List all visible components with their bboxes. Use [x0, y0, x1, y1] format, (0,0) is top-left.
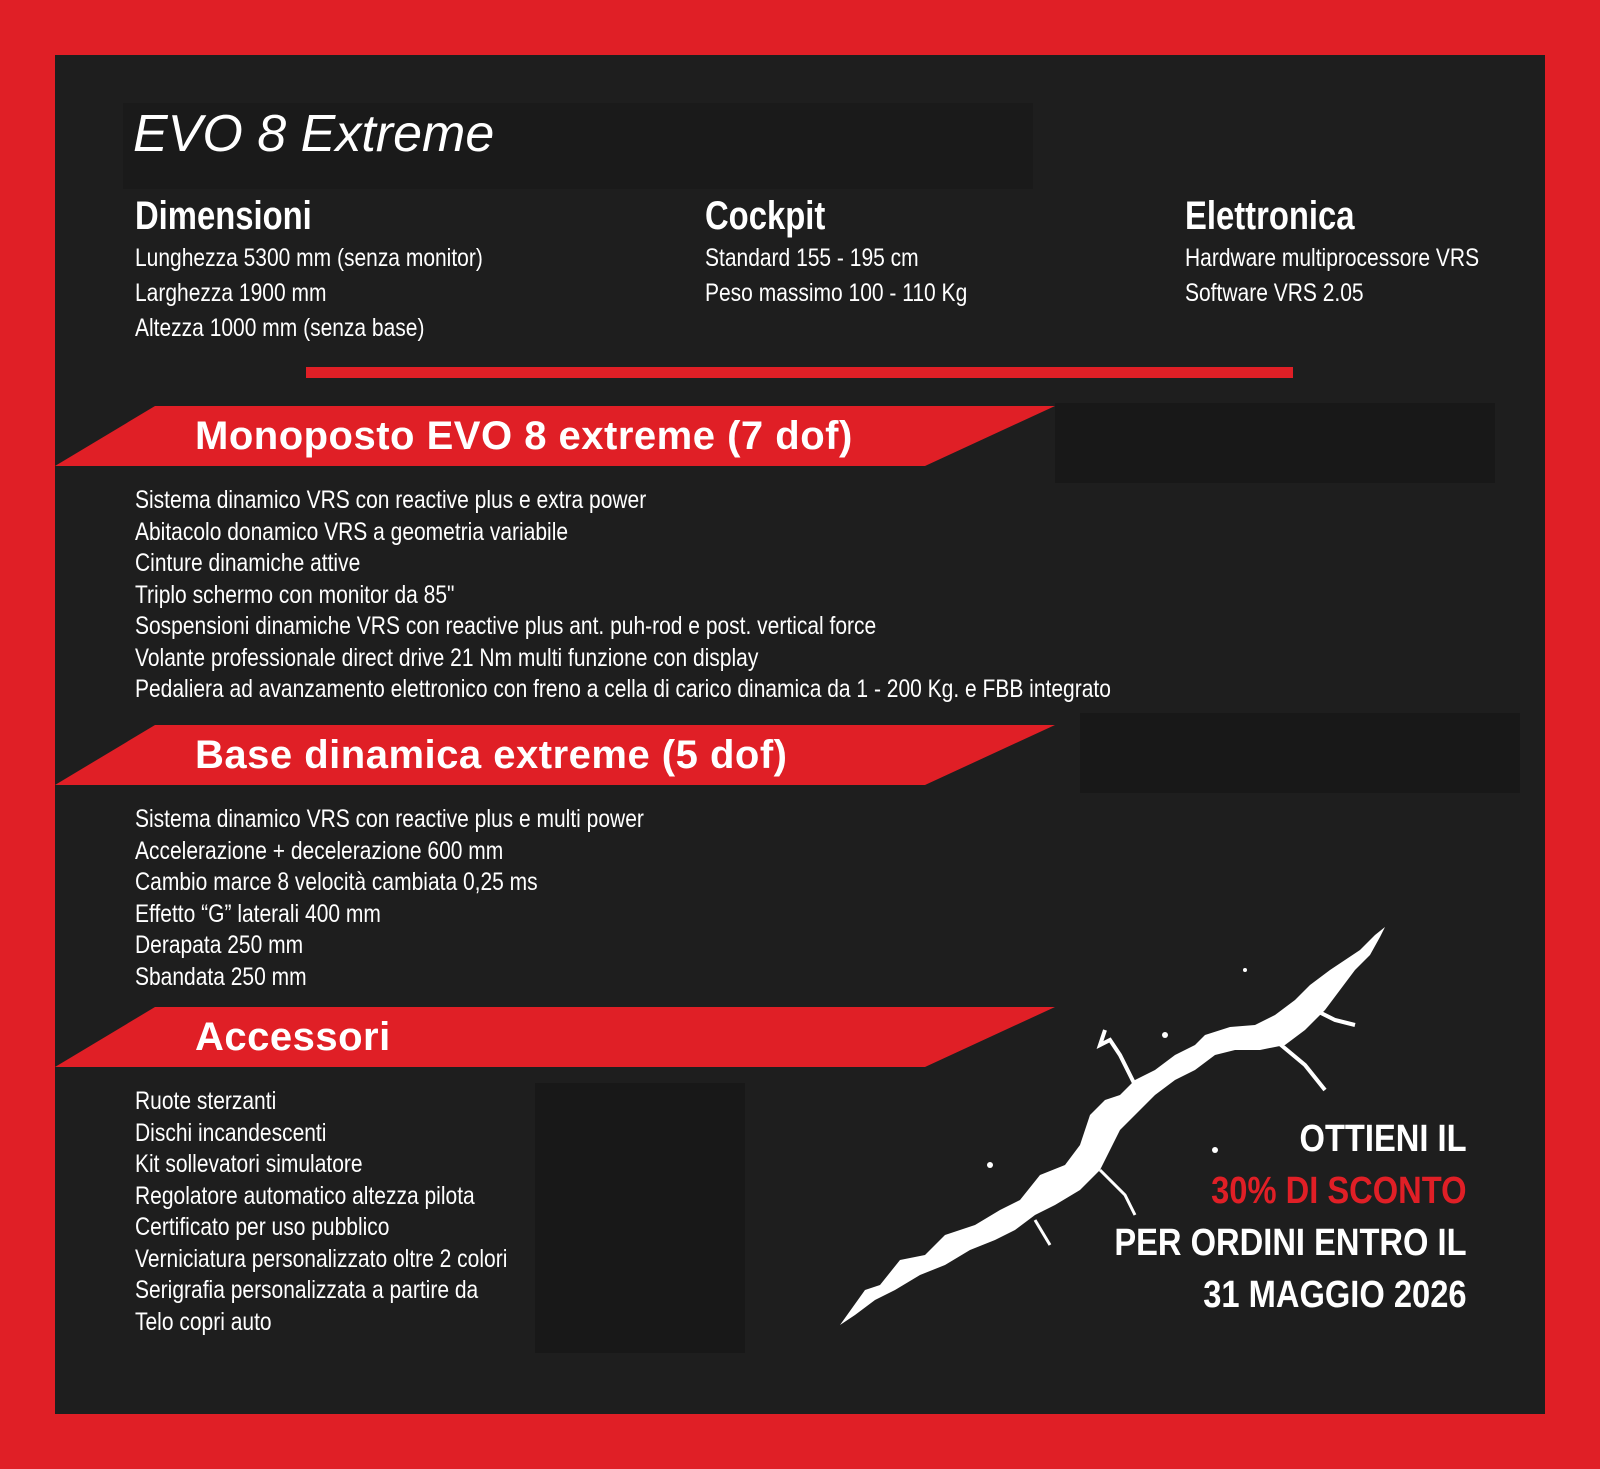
red-divider: [306, 367, 1293, 378]
spec-dimensioni: [135, 191, 549, 346]
list-item: Cambio marce 8 velocità cambiata 0,25 ms: [135, 868, 538, 896]
list-item: Telo copri auto: [135, 1307, 272, 1336]
list-item: Sistema dinamico VRS con reactive plus e extra power: [135, 486, 647, 514]
spec-heading: Dimensioni: [135, 194, 312, 238]
section-list-base: [135, 804, 741, 993]
promo-date: 31 MAGGIO 2026: [1203, 1274, 1467, 1316]
promo-line: OTTIENI IL: [1299, 1118, 1467, 1160]
spec-line: Larghezza 1900 mm: [135, 279, 327, 307]
promo-block: [1057, 1113, 1467, 1321]
list-item: Derapata 250 mm: [135, 931, 304, 959]
band-shadow: [1055, 403, 1495, 483]
list-item: Dischi incandescenti: [135, 1118, 327, 1147]
list-item: Sospensioni dinamiche VRS con reactive plus ant. puh-rod e post. vertical force: [135, 612, 877, 640]
section-list-accessori: [135, 1086, 578, 1338]
spec-cockpit: [705, 191, 1017, 311]
list-item: Abitacolo donamico VRS a geometria variabile: [135, 517, 569, 546]
spec-line: Software VRS 2.05: [1185, 279, 1364, 307]
list-item: Sistema dinamico VRS con reactive plus e multi power: [135, 805, 644, 833]
spec-line: Standard 155 - 195 cm: [705, 244, 919, 272]
list-item: Cinture dinamiche attive: [135, 549, 361, 577]
band-shadow: [1080, 713, 1520, 793]
section-list-monoposto: [135, 485, 1297, 706]
section-title: Base dinamica extreme (5 dof): [195, 733, 788, 777]
list-item: Triplo schermo con monitor da 85": [135, 580, 455, 609]
list-item: Effetto “G” laterali 400 mm: [135, 899, 381, 928]
list-item: Accelerazione + decelerazione 600 mm: [135, 836, 504, 865]
spec-heading: Elettronica: [1185, 194, 1355, 238]
page-title: EVO 8 Extreme: [133, 105, 495, 163]
list-item: Regolatore automatico altezza pilota: [135, 1181, 475, 1210]
list-item: Pedaliera ad avanzamento elettronico con freno a cella di carico dinamica da 1 - 200 Kg. e FBB integrato: [135, 675, 1111, 703]
list-item: Sbandata 250 mm: [135, 962, 307, 991]
spec-line: Lunghezza 5300 mm (senza monitor): [135, 244, 483, 272]
spec-line: Hardware multiprocessore VRS: [1185, 244, 1480, 272]
list-item: Certificato per uso pubblico: [135, 1213, 390, 1241]
spec-line: Altezza 1000 mm (senza base): [135, 314, 425, 342]
spec-line: Peso massimo 100 - 110 Kg: [705, 279, 968, 307]
spec-elettronica: [1185, 191, 1535, 311]
list-item: Kit sollevatori simulatore: [135, 1150, 363, 1178]
spec-sheet-panel: [55, 55, 1545, 1414]
list-item: Verniciatura personalizzato oltre 2 colori: [135, 1244, 508, 1273]
section-title: Monoposto EVO 8 extreme (7 dof): [195, 414, 853, 458]
spec-heading: Cockpit: [705, 194, 826, 238]
list-item: Volante professionale direct drive 21 Nm multi funzione con display: [135, 643, 759, 672]
list-item: Serigrafia personalizzata a partire da: [135, 1276, 479, 1304]
promo-line: PER ORDINI ENTRO IL: [1114, 1222, 1467, 1264]
section-title: Accessori: [195, 1015, 391, 1059]
list-item: Ruote sterzanti: [135, 1087, 277, 1115]
promo-discount: 30% DI SCONTO: [1211, 1170, 1467, 1212]
